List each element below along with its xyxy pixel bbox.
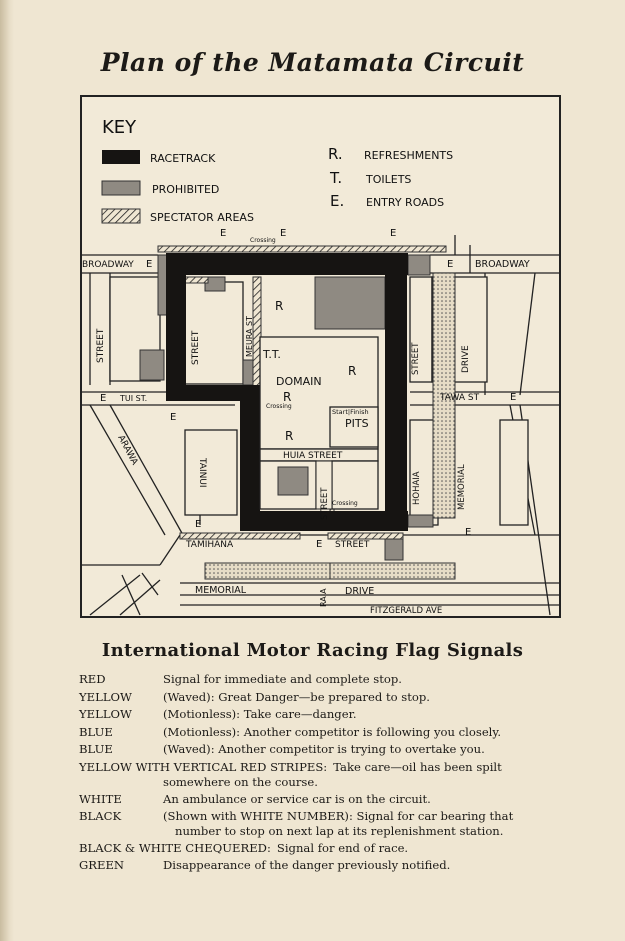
flag-desc: (Waved): Another competitor is trying to overtake you. [163,742,485,757]
key-letter-t: T. [330,169,343,187]
key-label-refreshments: REFRESHMENTS [364,149,454,162]
flag-desc: Signal for end of race. [276,840,409,855]
key-label-prohibited: PROHIBITED [152,183,220,196]
key-letter-r: R. [328,145,343,163]
flag-desc: (Motionless): Another competitor is following you closely. [163,724,502,739]
flag-name: YELLOW [79,689,132,704]
label-street-right: STREET [411,342,421,375]
flag-name: BLACK & WHITE CHEQUERED: [79,840,271,855]
label-tawa-st: TAWA ST [440,393,480,403]
prohibited-huia [278,467,308,495]
label-start-finish: Start|Finish [332,408,369,416]
label-street-center: STREET [320,487,330,520]
key-swatch-racetrack [102,150,140,164]
flag-desc: An ambulance or service car is on the circuit. [163,791,431,806]
key-label-racetrack: RACETRACK [150,152,216,165]
key-label-toilets: TOILETS [366,173,412,186]
label-huia-street: HUIA STREET [283,451,343,461]
label-domain: DOMAIN [276,375,322,388]
flag-desc: (Waved): Great Danger—be prepared to stop. [163,689,430,704]
label-refreshments-r: R [275,299,284,313]
key-swatch-prohibited [102,181,140,195]
key-letter-e: E. [330,192,345,210]
label-broadway-left: BROADWAY [82,260,134,270]
flag-row [79,840,579,858]
label-refreshments-r: R [348,364,357,378]
label-broadway-right: BROADWAY [475,259,530,270]
flag-desc-continued: number to stop on next lap at its replenishment station. [175,823,504,838]
flag-row [79,706,579,724]
label-fitzgerald-ave: FITZGERALD AVE [370,606,443,616]
page-title: Plan of the Matamata Circuit [100,48,525,77]
label-pits: PITS [345,417,369,430]
flag-row [79,671,579,689]
flag-signals-title: International Motor Racing Flag Signals [101,640,524,661]
label-entry-e: E [146,259,153,270]
key-label-entry-roads: ENTRY ROADS [366,196,445,209]
label-entry-e: E [465,527,472,538]
flag-desc: (Shown with WHITE NUMBER): Signal for car bearing that [163,809,514,824]
flag-row [79,808,579,838]
flag-desc-continued: somewhere on the course. [163,774,318,789]
page-binding-edge [0,0,14,941]
label-entry-e: E [170,412,177,423]
label-raia: RAIA [319,588,328,607]
label-street-left: STREET [96,328,106,363]
flag-desc: Signal for immediate and complete stop. [163,672,402,686]
flag-name: WHITE [79,791,122,806]
label-refreshments-r: R [285,429,294,443]
flag-row [79,791,579,809]
flag-signals-list [79,671,579,875]
label-entry-e: E [447,259,454,270]
flag-name: YELLOW WITH VERTICAL RED STRIPES: [79,759,328,774]
label-refreshments-r: R [283,390,292,404]
flag-name: BLUE [79,742,113,757]
label-entry-e: E [220,228,227,239]
label-entry-e: E [510,392,517,403]
label-entry-e: E [100,393,107,404]
label-tt: T.T. [263,348,281,361]
label-crossing-top: Crossing [250,237,276,244]
flag-name: BLUE [79,724,113,739]
label-tainui: TAINUI [197,458,207,488]
label-entry-e: E [280,228,287,239]
flag-desc: Disappearance of the danger previously notified. [163,858,451,873]
flag-desc: Take care—oil has been spilt [333,759,502,774]
flag-row [79,689,579,707]
flag-name: RED [79,672,106,686]
label-meura-st: MEURA ST [245,315,254,357]
label-entry-e: E [390,228,397,239]
flag-name: YELLOW [79,707,132,722]
label-crossing-mid: Crossing [266,403,292,410]
flag-row [79,724,579,742]
flag-name: GREEN [79,858,125,873]
label-arawa: ARAWA [115,433,140,467]
label-tamihana: TAMIHANA [186,540,234,550]
label-street-inner: STREET [191,330,201,365]
flag-row [79,759,579,789]
label-hohaia: HOHAIA [412,471,422,505]
label-drive-bottom: DRIVE [345,586,375,597]
flag-desc: (Motionless): Take care—danger. [163,707,357,722]
key-heading: KEY [102,117,137,138]
flag-name: BLACK [79,809,122,824]
flag-row [79,857,579,875]
label-drive-right: DRIVE [461,345,471,373]
label-street-bottom: STREET [335,540,370,550]
label-crossing-bottom: Crossing [332,500,358,507]
key-swatch-spectator [102,209,140,223]
label-memorial-right: MEMORIAL [457,464,467,510]
label-memorial-bottom: MEMORIAL [195,585,247,596]
key-label-spectator: SPECTATOR AREAS [150,211,254,224]
circuit-map [80,95,561,618]
label-tui-st: TUI ST. [120,394,148,403]
label-entry-e: E [316,539,323,550]
flag-row [79,741,579,759]
label-entry-e: E [195,519,202,530]
